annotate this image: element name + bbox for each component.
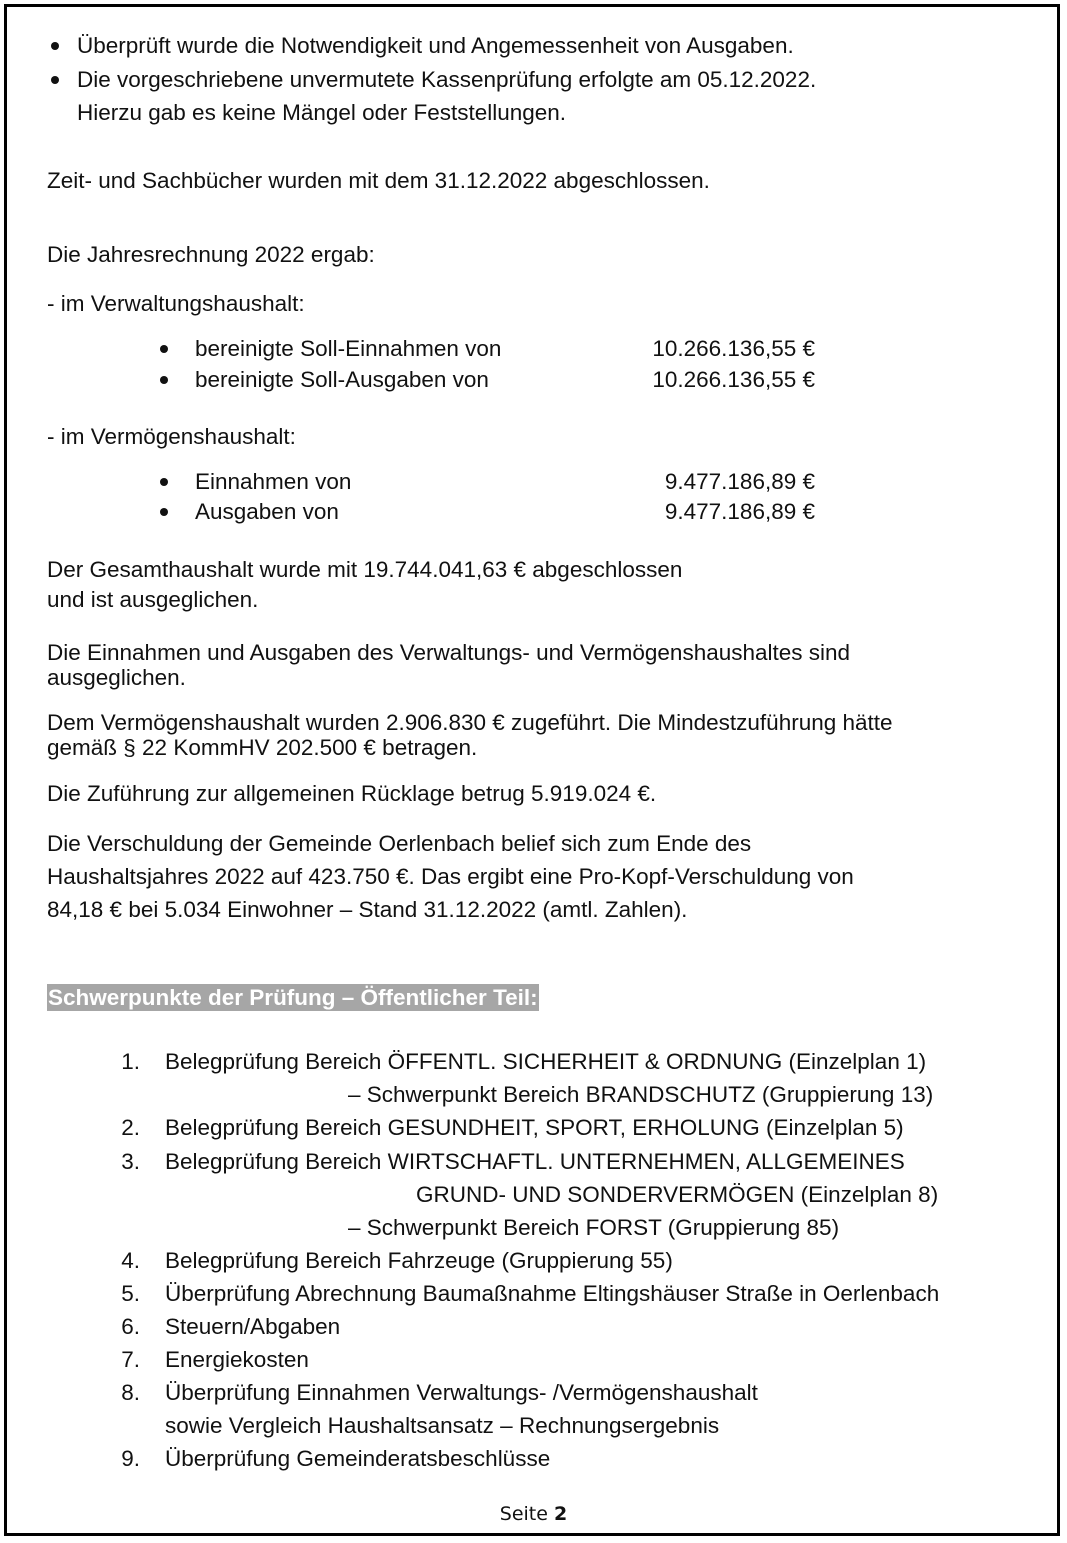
section-heading: Schwerpunkte der Prüfung – Öffentlicher Teil: — [48, 985, 538, 1010]
vermoegen-item-amount: 9.477.186,89 € — [664, 499, 815, 524]
verwaltung-item-amount: 10.266.136,55 € — [652, 367, 815, 392]
vermoegen-item-label: Ausgaben von — [195, 499, 339, 524]
list-item-cont: – Schwerpunkt Bereich BRANDSCHUTZ (Gruppierung 13) — [348, 1082, 934, 1107]
verwaltung-item-label: bereinigte Soll-Einnahmen von — [195, 336, 502, 361]
page-number: 2 — [553, 1503, 568, 1525]
paragraph-einnahmen: ausgeglichen. — [47, 665, 186, 690]
intro-bullet-1: Überprüft wurde die Notwendigkeit und Angemessenheit von Ausgaben. — [77, 33, 794, 58]
list-number: 2. — [121, 1115, 140, 1140]
list-item: Belegprüfung Bereich Fahrzeuge (Gruppierung 55) — [165, 1248, 673, 1273]
list-number: 8. — [121, 1380, 140, 1405]
list-item-cont: GRUND- UND SONDERVERMÖGEN (Einzelplan 8) — [416, 1182, 939, 1207]
verwaltung-heading: - im Verwaltungshaushalt: — [47, 291, 305, 316]
list-item-cont: sowie Vergleich Haushaltsansatz – Rechnungsergebnis — [165, 1413, 720, 1438]
footer-label: Seite — [499, 1503, 548, 1525]
paragraph-jahresrechnung: Die Jahresrechnung 2022 ergab: — [47, 242, 375, 267]
verwaltung-item-label: bereinigte Soll-Ausgaben von — [195, 367, 489, 392]
paragraph-ruecklage: Die Zuführung zur allgemeinen Rücklage betrug 5.919.024 €. — [47, 781, 657, 806]
paragraph-zufuehrung: gemäß § 22 KommHV 202.500 € betragen. — [47, 735, 478, 760]
vermoegen-item-amount: 9.477.186,89 € — [664, 469, 815, 494]
list-item: Überprüfung Einnahmen Verwaltungs- /Vermögenshaushalt — [165, 1380, 758, 1405]
bullet-dot — [51, 42, 59, 50]
list-item: Belegprüfung Bereich ÖFFENTL. SICHERHEIT & ORDNUNG (Einzelplan 1) — [165, 1049, 927, 1074]
list-number: 3. — [121, 1149, 140, 1174]
page-footer — [0, 1505, 1067, 1524]
paragraph-zeitbuecher: Zeit- und Sachbücher wurden mit dem 31.12.2022 abgeschlossen. — [47, 168, 710, 193]
bullet-dot — [160, 478, 168, 486]
paragraph-zufuehrung: Dem Vermögenshaushalt wurden 2.906.830 € zugeführt. Die Mindestzuführung hätte — [47, 710, 893, 735]
list-item: Belegprüfung Bereich WIRTSCHAFTL. UNTERNEHMEN, ALLGEMEINES — [165, 1149, 905, 1174]
list-number: 6. — [121, 1314, 140, 1339]
list-item: Überprüfung Gemeinderatsbeschlüsse — [165, 1446, 551, 1471]
list-item: Überprüfung Abrechnung Baumaßnahme Eltingshäuser Straße in Oerlenbach — [165, 1281, 940, 1306]
list-number: 4. — [121, 1248, 140, 1273]
list-item: Belegprüfung Bereich GESUNDHEIT, SPORT, ERHOLUNG (Einzelplan 5) — [165, 1115, 904, 1140]
paragraph-gesamt: und ist ausgeglichen. — [47, 587, 259, 612]
intro-bullet-2-cont: Hierzu gab es keine Mängel oder Feststellungen. — [77, 100, 567, 125]
list-item: Energiekosten — [165, 1347, 309, 1372]
paragraph-verschuldung: Die Verschuldung der Gemeinde Oerlenbach belief sich zum Ende des — [47, 831, 752, 856]
page-border — [4, 4, 1060, 1536]
paragraph-gesamt: Der Gesamthaushalt wurde mit 19.744.041,63 € abgeschlossen — [47, 557, 683, 582]
bullet-dot — [160, 376, 168, 384]
list-item-cont: – Schwerpunkt Bereich FORST (Gruppierung 85) — [348, 1215, 840, 1240]
paragraph-verschuldung: 84,18 € bei 5.034 Einwohner – Stand 31.12.2022 (amtl. Zahlen). — [47, 897, 688, 922]
bullet-dot — [51, 76, 59, 84]
paragraph-verschuldung: Haushaltsjahres 2022 auf 423.750 €. Das ergibt eine Pro-Kopf-Verschuldung von — [47, 864, 854, 889]
paragraph-einnahmen: Die Einnahmen und Ausgaben des Verwaltungs- und Vermögenshaushaltes sind — [47, 640, 851, 665]
intro-bullet-2: Die vorgeschriebene unvermutete Kassenprüfung erfolgte am 05.12.2022. — [77, 67, 817, 92]
vermoegen-item-label: Einnahmen von — [195, 469, 352, 494]
list-number: 9. — [121, 1446, 140, 1471]
bullet-dot — [160, 345, 168, 353]
list-number: 1. — [121, 1049, 140, 1074]
vermoegen-heading: - im Vermögenshaushalt: — [47, 424, 296, 449]
bullet-dot — [160, 508, 168, 516]
list-number: 7. — [121, 1347, 140, 1372]
list-item: Steuern/Abgaben — [165, 1314, 341, 1339]
verwaltung-item-amount: 10.266.136,55 € — [652, 336, 815, 361]
list-number: 5. — [121, 1281, 140, 1306]
